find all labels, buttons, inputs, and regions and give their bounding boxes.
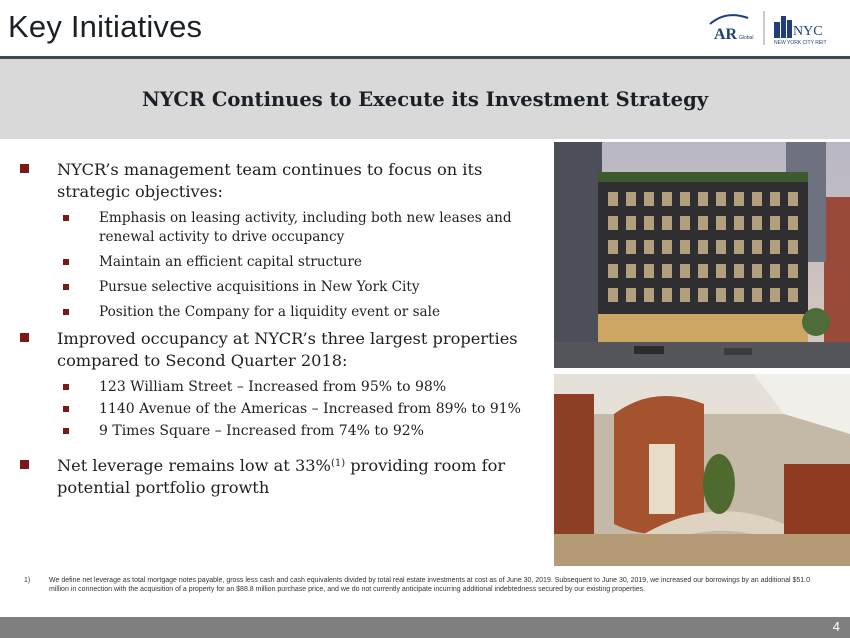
- bullet-marker: [20, 164, 29, 173]
- bullet-marker: [20, 460, 29, 469]
- sub-bullet-text: 123 William Street – Increased from 95% to 98%: [99, 379, 447, 395]
- sub-bullet-marker: [63, 215, 69, 221]
- footnote-text: We define net leverage as total mortgage notes payable, gross less cash and cash equivalents divided by total real estate investments at cost as of June 30, 2019. Subsequent to June 30, 2019, we increased our borrowings by an additional $51.0 million in connection with the acquisition of a property for an $88.8 million purchase price, and we do not currently anticipate incurring additional indebtedness secured by our existing properties.: [49, 577, 811, 593]
- section-title: NYCR Continues to Execute its Investment Strategy: [141, 88, 709, 111]
- sub-bullet-text: 1140 Avenue of the Americas – Increased from 89% to 91%: [99, 401, 521, 417]
- nyc-logo-text: NYC: [793, 24, 823, 39]
- bullet-strategy: [20, 159, 545, 203]
- bullet-text: Improved occupancy at NYCR’s three largest properties compared to Second Quarter 2018:: [57, 329, 518, 370]
- sub-bullet: [20, 378, 545, 397]
- sub-bullet-marker: [63, 406, 69, 412]
- sub-bullet: [20, 209, 545, 247]
- building-exterior-image: [554, 142, 850, 368]
- sub-bullet: [20, 278, 545, 297]
- footnote-number: 1): [24, 577, 31, 584]
- company-logos: [704, 8, 844, 48]
- ar-logo-sub: Global: [739, 35, 754, 41]
- ar-logo-text: AR: [714, 26, 738, 43]
- bullet-occupancy: [20, 328, 545, 372]
- bullet-text: NYCR’s management team continues to focus on its strategic objectives:: [57, 160, 483, 201]
- bullet-leverage: [20, 455, 545, 499]
- logo-graphic: [704, 8, 844, 48]
- sub-bullet: [20, 422, 545, 441]
- sub-bullet: [20, 303, 545, 322]
- lobby-interior-image: [554, 374, 850, 566]
- sub-bullet-marker: [63, 384, 69, 390]
- bullet-marker: [20, 333, 29, 342]
- sub-bullet-marker: [63, 284, 69, 290]
- page-title: Key Initiatives: [8, 9, 203, 44]
- sub-bullet: [20, 253, 545, 272]
- section-band: [0, 59, 850, 139]
- footnote-ref: (1): [330, 458, 346, 469]
- sub-bullet-marker: [63, 428, 69, 434]
- sub-bullet-text: Emphasis on leasing activity, including both new leases and renewal activity to drive occupancy: [99, 210, 512, 245]
- sub-bullet-text: 9 Times Square – Increased from 74% to 92%: [99, 423, 424, 439]
- nyc-logo-sub: NEW YORK CITY REIT: [774, 40, 827, 46]
- sub-bullet-text: Maintain an efficient capital structure: [99, 254, 362, 270]
- sub-bullet-marker: [63, 259, 69, 265]
- bullet-list: [20, 159, 545, 505]
- bullet-text-after: providing room for potential portfolio growth: [57, 456, 506, 497]
- sub-bullet: [20, 400, 545, 419]
- footnote: [24, 576, 824, 594]
- sub-bullet-text: Position the Company for a liquidity event or sale: [99, 304, 441, 320]
- sub-bullet-marker: [63, 309, 69, 315]
- sub-bullet-text: Pursue selective acquisitions in New York City: [99, 279, 420, 295]
- page-number: 4: [832, 619, 840, 634]
- bullet-text-before: Net leverage remains low at 33%: [57, 456, 331, 475]
- footer-bar: [0, 617, 850, 638]
